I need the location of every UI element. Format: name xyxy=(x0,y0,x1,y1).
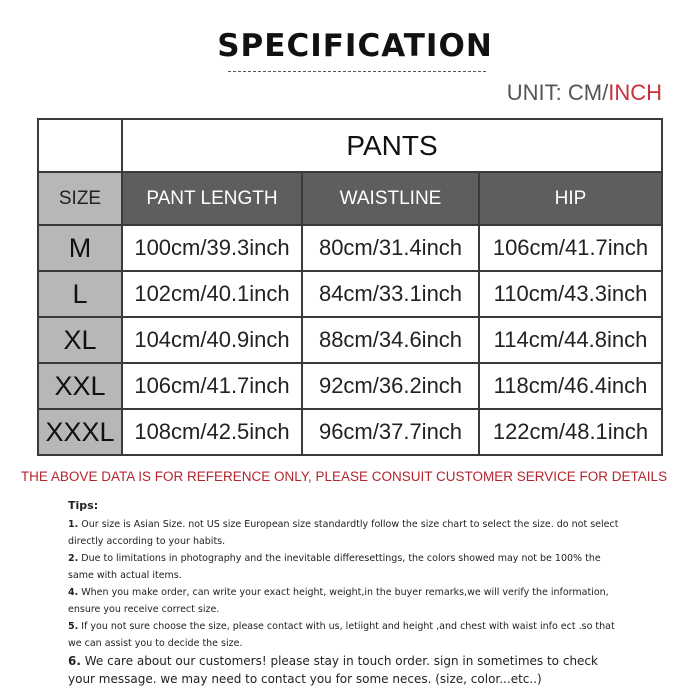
tip-item xyxy=(68,550,628,584)
table-row xyxy=(38,363,662,409)
table-group-row xyxy=(38,119,662,172)
column-header-hip: HIP xyxy=(479,172,662,225)
hip-cell: 118cm/46.4inch xyxy=(479,363,662,409)
tip-item xyxy=(68,516,628,550)
size-cell: L xyxy=(38,271,122,317)
pant-length-cell: 102cm/40.1inch xyxy=(122,271,302,317)
unit-suffix: INCH xyxy=(608,80,662,105)
size-cell: XXL xyxy=(38,363,122,409)
tip-text: We care about our customers! please stay in touch order. sign in sometimes to check your message. we may need to contact you for some neces. (size, color...etc..) xyxy=(68,654,598,686)
pant-length-cell: 106cm/41.7inch xyxy=(122,363,302,409)
unit-prefix: UNIT: CM/ xyxy=(506,80,609,105)
tip-text: When you make order, can write your exact height, weight,in the buyer remarks,we will verify the information, ensure you receive correct size. xyxy=(68,587,609,615)
tip-number: 5. xyxy=(68,621,79,632)
tip-text: Our size is Asian Size. not US size European size standardtly follow the size chart to select the size. do not select directly according to your habits. xyxy=(68,519,619,547)
table-header-row xyxy=(38,172,662,225)
pant-length-cell: 100cm/39.3inch xyxy=(122,225,302,271)
hip-cell: 114cm/44.8inch xyxy=(479,317,662,363)
waistline-cell: 84cm/33.1inch xyxy=(302,271,479,317)
blank-corner-cell xyxy=(38,119,122,172)
tip-item xyxy=(68,584,628,618)
waistline-cell: 92cm/36.2inch xyxy=(302,363,479,409)
size-cell: XL xyxy=(38,317,122,363)
tip-number: 6. xyxy=(68,654,81,668)
unit-label xyxy=(507,80,662,106)
tip-item xyxy=(68,652,628,688)
hip-cell: 106cm/41.7inch xyxy=(479,225,662,271)
tip-number: 1. xyxy=(68,519,79,530)
size-cell: XXXL xyxy=(38,409,122,455)
hip-cell: 110cm/43.3inch xyxy=(479,271,662,317)
title-divider xyxy=(228,71,486,72)
table-row xyxy=(38,409,662,455)
hip-cell: 122cm/48.1inch xyxy=(479,409,662,455)
table-row xyxy=(38,317,662,363)
tips-section xyxy=(68,497,628,688)
reference-warning: THE ABOVE DATA IS FOR REFERENCE ONLY, PLEASE CONSUIT CUSTOMER SERVICE FOR DETAILS xyxy=(20,469,668,484)
column-header-waistline: WAISTLINE xyxy=(302,172,479,225)
column-header-pant-length: PANT LENGTH xyxy=(122,172,302,225)
size-chart-table xyxy=(37,118,663,456)
tip-number: 4. xyxy=(68,587,79,598)
size-cell: M xyxy=(38,225,122,271)
waistline-cell: 96cm/37.7inch xyxy=(302,409,479,455)
waistline-cell: 80cm/31.4inch xyxy=(302,225,479,271)
column-header-size: SIZE xyxy=(38,172,122,225)
tip-number: 2. xyxy=(68,553,79,564)
table-row xyxy=(38,271,662,317)
waistline-cell: 88cm/34.6inch xyxy=(302,317,479,363)
pant-length-cell: 104cm/40.9inch xyxy=(122,317,302,363)
tip-item xyxy=(68,618,628,652)
table-row xyxy=(38,225,662,271)
tip-text: If you not sure choose the size, please contact with us, letiight and height ,and chest with waist info ect .so that we can assist you to decide the size. xyxy=(68,621,615,649)
page-title: SPECIFICATION xyxy=(217,28,493,64)
pants-group-header: PANTS xyxy=(122,119,662,172)
tip-text: Due to limitations in photography and the inevitable differesettings, the colors showed may not be 100% the same with actual items. xyxy=(68,553,601,581)
tips-title: Tips: xyxy=(68,499,99,512)
pant-length-cell: 108cm/42.5inch xyxy=(122,409,302,455)
